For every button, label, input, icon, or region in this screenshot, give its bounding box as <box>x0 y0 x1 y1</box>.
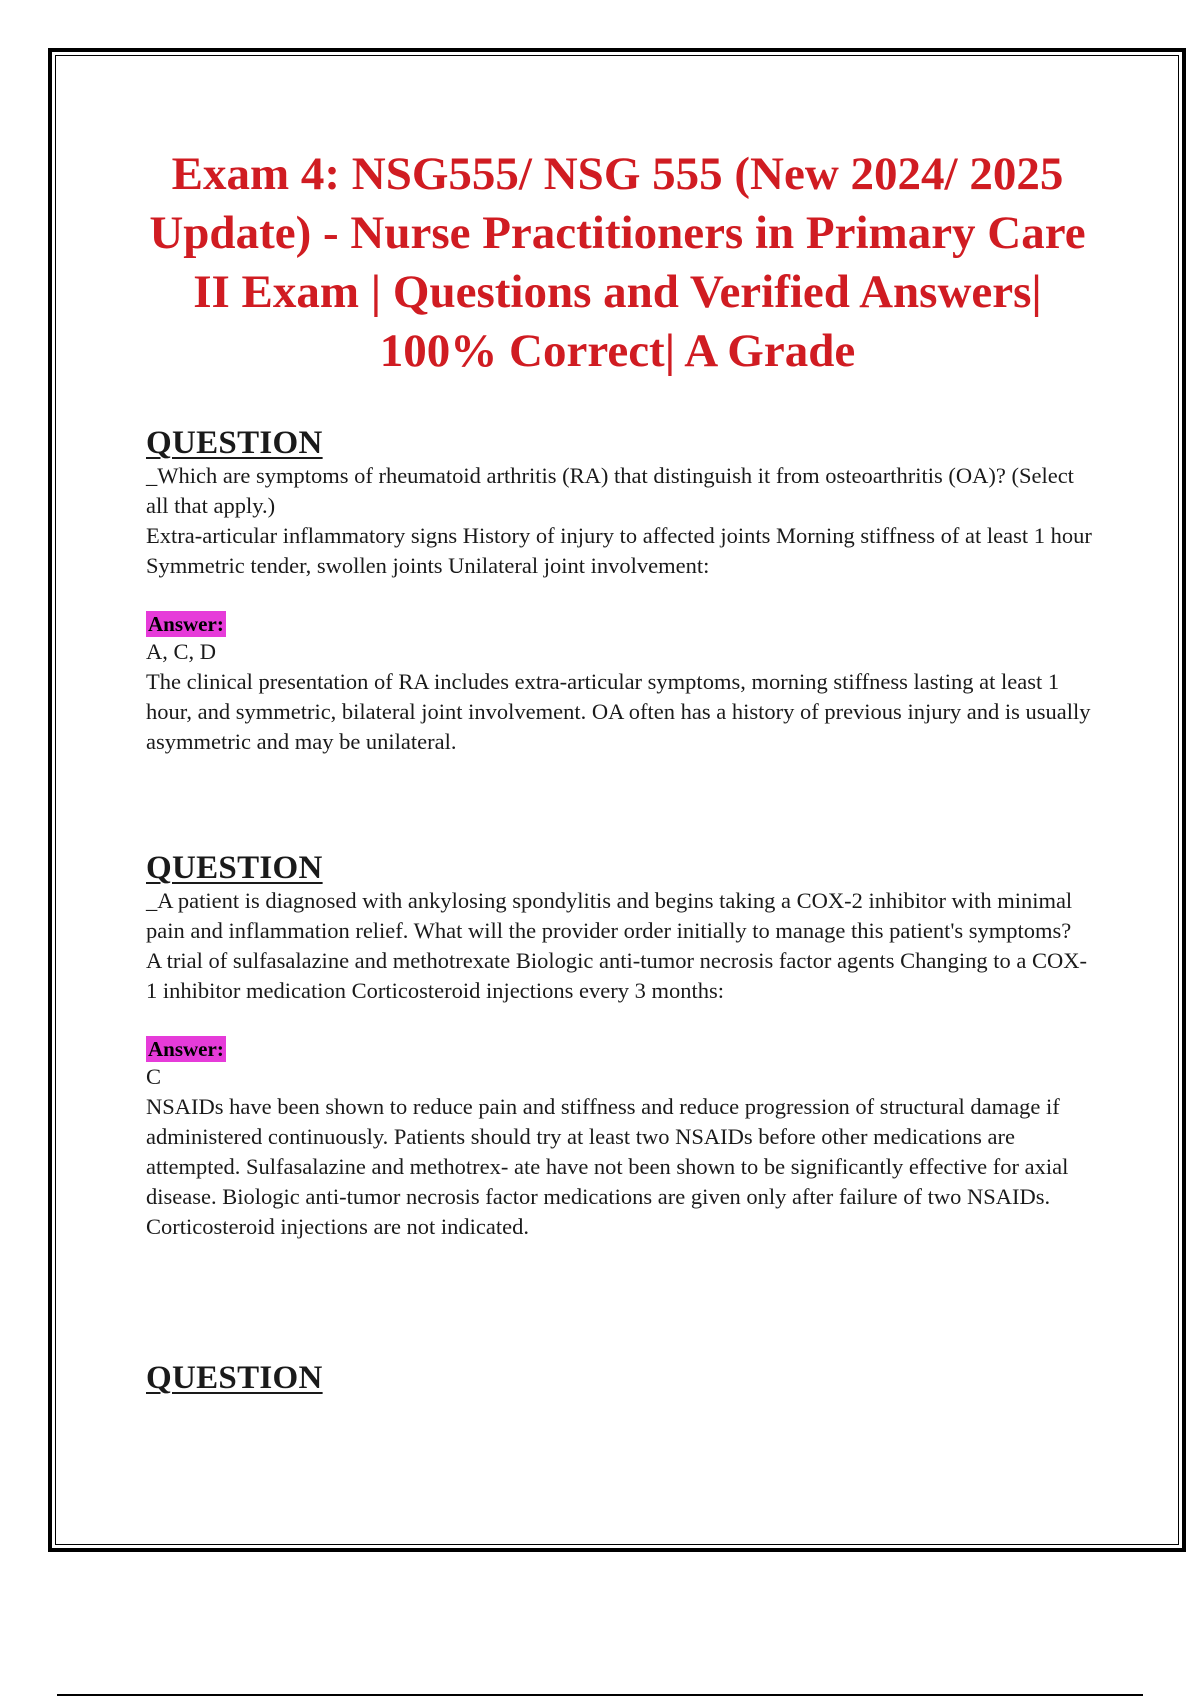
answer-explanation: The clinical presentation of RA includes extra-articular symptoms, morning stiffness lasting at least 1 hour, and symmetric, bilateral joint involvement. OA often has a history of previous injury and is usually asymmetric and may be unilateral. <box>146 669 1091 754</box>
answer-explanation: NSAIDs have been shown to reduce pain and stiffness and reduce progression of structural damage if administered continuously. Patients should try at least two NSAIDs before other medications are attempted. Sulfasalazine and methotrex- ate have not been shown to be significantly effective for axial disease. Biologic anti-tumor necrosis factor medications are given only after failure of two NSAIDs. Corticosteroid injections are not indicated. <box>146 1094 1069 1239</box>
answer-value: A, C, D <box>146 639 217 664</box>
question-heading: QUESTION <box>146 850 323 886</box>
question-heading: QUESTION <box>146 1360 323 1396</box>
question-options: Extra-articular inflammatory signs History of injury to affected joints Morning stiffness of at least 1 hour Symmetric tender, swollen joints Unilateral joint involvement: <box>146 523 1092 578</box>
spacer <box>146 1006 1096 1036</box>
spacer <box>146 581 1096 611</box>
question-heading: QUESTION <box>146 425 323 461</box>
question-block-3 <box>146 1360 1096 1396</box>
answer-value: C <box>146 1064 162 1089</box>
bottom-divider <box>57 1694 1143 1696</box>
document-title: Exam 4: NSG555/ NSG 555 (New 2024/ 2025 Update) - Nurse Practitioners in Primary Care II Exam | Questions and Verified Answers| 100% Correct| A Grade <box>149 148 1086 377</box>
answer-label: Answer: <box>148 612 224 636</box>
question-text: _Which are symptoms of rheumatoid arthritis (RA) that distinguish it from osteoarthritis (OA)? (Select all that apply.) <box>146 463 1074 518</box>
question-block-2 <box>146 850 1096 1242</box>
answer-label: Answer: <box>148 1037 224 1061</box>
question-options: A trial of sulfasalazine and methotrexate Biologic anti-tumor necrosis factor agents Changing to a COX-1 inhibitor medication Corticosteroid injections every 3 months: <box>146 948 1087 1003</box>
question-text: _A patient is diagnosed with ankylosing spondylitis and begins taking a COX-2 inhibitor with minimal pain and inflammation relief. What will the provider order initially to manage this patient's symptoms? <box>146 888 1073 943</box>
question-block-1 <box>146 425 1096 757</box>
